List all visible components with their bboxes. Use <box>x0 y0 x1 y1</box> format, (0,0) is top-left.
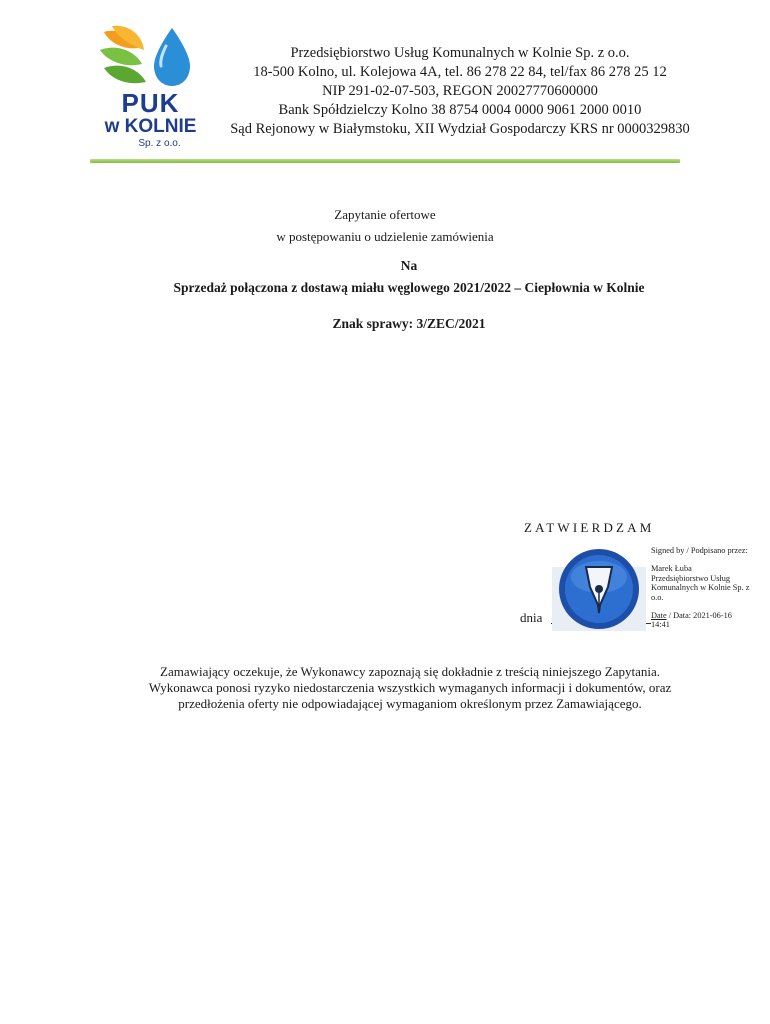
approval-heading: ZATWIERDZAM <box>524 520 655 535</box>
case-number: Znak sprawy: 3/ZEC/2021 <box>332 316 486 331</box>
signer-organization: Przedsiębiorstwo Usług Komunalnych w Kolnie Sp. z o.o. <box>651 573 750 602</box>
company-court-registry: Sąd Rejonowy w Białymstoku, XII Wydział Gospodarczy KRS nr 0000329830 <box>230 121 690 137</box>
notice-line-2: Wykonawca ponosi ryzyko niedostarczenia wszystkich wymaganych informacji i dokumentów, oraz <box>148 680 672 695</box>
company-name: Przedsiębiorstwo Usług Komunalnych w Kolnie Sp. z o.o. <box>290 45 630 61</box>
signature-details <box>651 546 751 630</box>
company-address: 18-500 Kolno, ul. Kolejowa 4A, tel. 86 278 22 84, tel/fax 86 278 25 12 <box>253 64 667 80</box>
company-tax-ids: NIP 291-02-07-503, REGON 20027770600000 <box>322 83 598 99</box>
signature-date-label: Date <box>651 611 667 621</box>
electronic-signature-seal-icon <box>552 547 646 631</box>
letterhead-divider <box>90 159 680 163</box>
title-line-2: w postępowaniu o udzielenie zamówienia <box>276 229 494 244</box>
signature-date-value: / Data: 2021-06-16 14:41 <box>651 611 732 630</box>
company-logo <box>98 24 203 149</box>
logo-leaves-drop-icon <box>98 24 203 94</box>
notice-line-3: przedłożenia oferty nie odpowiadającej wymaganiom określonym przez Zamawiającego. <box>178 696 642 711</box>
subject-title: Sprzedaż połączona z dostawą miału węglowego 2021/2022 – Ciepłownia w Kolnie <box>173 280 645 295</box>
logo-name: PUK <box>121 88 180 118</box>
approval-date-label: dnia <box>520 610 543 625</box>
title-line-1: Zapytanie ofertowe <box>334 207 436 222</box>
logo-legal-form: Sp. z o.o. <box>138 138 181 149</box>
letterhead <box>200 44 720 139</box>
subject-prefix: Na <box>400 258 418 273</box>
signed-by-label: Signed by / Podpisano przez: <box>651 546 748 555</box>
logo-city: w KOLNIE <box>104 116 197 137</box>
notice-line-1: Zamawiający oczekuje, że Wykonawcy zapoznają się dokładnie z treścią niniejszego Zapytania. <box>160 664 660 679</box>
document-title <box>0 204 770 248</box>
signature-date <box>651 611 751 630</box>
signer-name: Marek Łuba <box>651 564 692 574</box>
bidder-notice <box>100 664 720 712</box>
company-bank: Bank Spółdzielczy Kolno 38 8754 0004 0000 9061 2000 0010 <box>278 102 642 118</box>
